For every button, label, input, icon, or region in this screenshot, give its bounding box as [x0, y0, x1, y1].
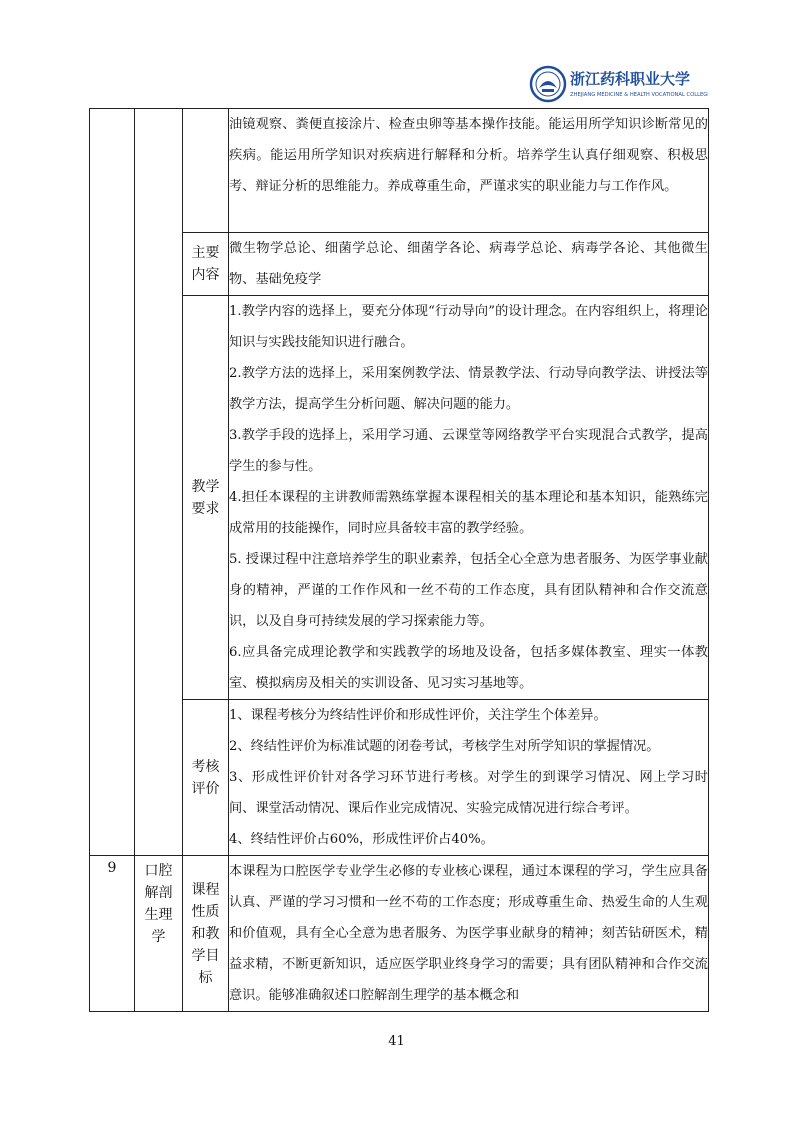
- assessment-text: [229, 700, 709, 856]
- list-item: 2.教学方法的选择上，采用案例教学法、情景教学法、行动导向教学法、讲授法等教学方法，提高学生分析问题、解决问题的能力。: [229, 366, 708, 412]
- college-name-en-text: ZHEJIANG MEDICINE & HEALTH VOCATIONAL COLLEGE: [570, 92, 708, 98]
- list-item: 1、课程考核分为终结性评价和形成性评价，关注学生个体差异。: [229, 708, 607, 723]
- list-item: 2、终结性评价为标准试题的闭卷考试，考核学生对所学知识的掌握情况。: [229, 739, 660, 754]
- table-row-main-content: [90, 233, 709, 296]
- page-number: 41: [388, 1034, 405, 1049]
- list-item: 5. 授课过程中注意培养学生的职业素养，包括全心全意为患者服务、为医学事业献身的精神，严谨的工作作风和一丝不苟的工作态度，具有团队精神和合作交流意识，以及自身可持续发展的学习探索能力等。: [229, 552, 708, 629]
- table-row-continued: [90, 109, 709, 233]
- course-name: 口腔解剖生理学: [144, 863, 173, 945]
- course-name-cell-empty: [135, 109, 183, 856]
- main-content-label: 主要内容: [183, 233, 229, 296]
- list-item: 3、形成性评价针对各学习环节进行考核。对学生的到课学习情况、网上学习时间、课堂活动情况、课后作业完成情况、实验完成情况进行综合考评。: [229, 770, 708, 816]
- label-cell-empty: [183, 109, 229, 233]
- objective-text-continued: 油镜观察、粪便直接涂片、检查虫卵等基本操作技能。能运用所学知识诊断常见的疾病。能运用所学知识对疾病进行解释和分析。培养学生认真仔细观察、积极思考、辩证分析的思维能力。养成尊重生命，严谨求实的职业能力与工作作风。: [229, 109, 709, 233]
- college-logo: [528, 64, 708, 104]
- list-item: 4、终结性评价占60%，形成性评价占40%。: [229, 832, 494, 847]
- table-row-assessment: [90, 700, 709, 856]
- course-nature-text: 本课程为口腔医学专业学生必修的专业核心课程，通过本课程的学习，学生应具备认真、严谨的学习习惯和一丝不苟的工作态度；形成尊重生命、热爱生命的人生观和价值观，具有全心全意为患者服务、为医学事业献身的精神；刻苦钻研医术，精益求精，不断更新知识，适应医学职业终身学习的需要；具有团队精神和合作交流意识。能够准确叙述口腔解剖生理学的基本概念和: [229, 856, 709, 1012]
- course-table: [89, 108, 709, 1012]
- list-item: 3.教学手段的选择上，采用学习通、云课堂等网络教学平台实现混合式教学，提高学生的参与性。: [229, 428, 708, 474]
- table-row-course-9: [90, 856, 709, 1012]
- list-item: 4.担任本课程的主讲教师需熟练掌握本课程相关的基本理论和基本知识，能熟练完成常用的技能操作，同时应具备较丰富的教学经验。: [229, 490, 708, 536]
- teaching-requirements-text: [229, 296, 709, 700]
- list-item: 1.教学内容的选择上，要充分体现“行动导向”的设计理念。在内容组织上，将理论知识与实践技能知识进行融合。: [229, 304, 708, 350]
- course-number: 9: [90, 856, 135, 1012]
- college-name-text: 浙江药科职业大学: [570, 70, 691, 88]
- course-nature-label: 课程性质和教学目标: [183, 856, 229, 1012]
- course-name-cell: [135, 856, 183, 1012]
- number-cell-empty: [90, 109, 135, 856]
- teaching-requirements-label: 教学要求: [183, 296, 229, 700]
- table-row-teaching-requirements: [90, 296, 709, 700]
- main-content-text: 微生物学总论、细菌学总论、细菌学各论、病毒学总论、病毒学各论、其他微生物、基础免疫学: [229, 233, 709, 296]
- list-item: 6.应具备完成理论教学和实践教学的场地及设备，包括多媒体教室、理实一体教室、模拟病房及相关的实训设备、见习实习基地等。: [229, 645, 708, 691]
- assessment-label: 考核评价: [183, 700, 229, 856]
